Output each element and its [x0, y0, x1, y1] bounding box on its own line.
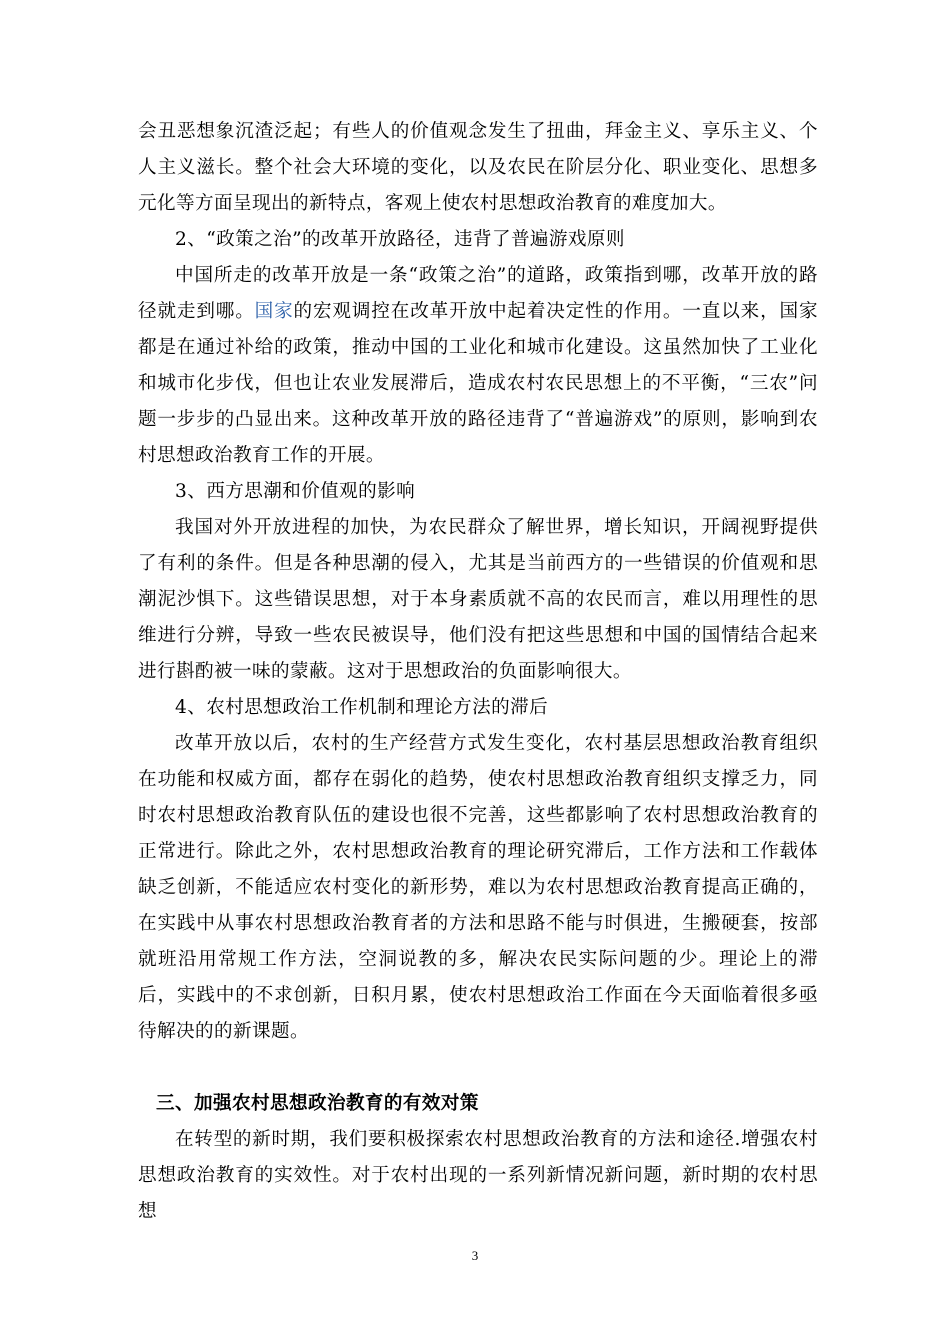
- paragraph-policy-path-part2: 的宏观调控在改革开放中起着决定性的作用。一直以来，国家都是在通过补给的政策，推动中国的工业化和城市化建设。这虽然加快了工业化和城市化步伐，但也让农业发展滞后，造成农村农民思想上的不平衡，“三农”问题一步步的凸显出来。这种改革开放的路径违背了“普遍游戏”的原则，影响到农村思想政治教育工作的开展。: [138, 301, 818, 466]
- paragraph-countermeasures: 在转型的新时期，我们要积极探索农村思想政治教育的方法和途径.增强农村思想政治教育的实效性。对于农村出现的一系列新情况新问题，新时期的农村思想: [138, 1129, 818, 1222]
- page-number: 3: [471, 1248, 479, 1263]
- subheading-4: 4、农村思想政治工作机制和理论方法的滞后: [175, 697, 549, 718]
- paragraph-policy-path: [138, 258, 818, 474]
- paragraph-western-influence: 我国对外开放进程的加快，为农民群众了解世界，增长知识，开阔视野提供了有利的条件。但是各种思潮的侵入，尤其是当前西方的一些错误的价值观和思潮泥沙惧下。这些错误思想，对于本身素质就不高的农民而言，难以用理性的思维进行分辨，导致一些农民被误导，他们没有把这些思想和中国的国情结合起来进行斟酌被一味的蒙蔽。这对于思想政治的负面影响很大。: [138, 517, 818, 682]
- subheading-2: 2、“政策之治”的改革开放路径，违背了普遍游戏原则: [175, 229, 625, 250]
- section-heading: 三、加强农村思想政治教育的有效对策: [156, 1093, 479, 1114]
- subheading-3: 3、西方思潮和价值观的影响: [175, 481, 416, 502]
- link-guojia[interactable]: 国家: [254, 301, 294, 322]
- paragraph-mechanism-lag: 改革开放以后，农村的生产经营方式发生变化，农村基层思想政治教育组织在功能和权威方面，都存在弱化的趋势，使农村思想政治教育组织支撑乏力，同时农村思想政治教育队伍的建设也很不完善，这些都影响了农村思想政治教育的正常进行。除此之外，农村思想政治教育的理论研究滞后，工作方法和工作载体缺乏创新，不能适应农村变化的新形势，难以为农村思想政治教育提高正确的，在实践中从事农村思想政治教育者的方法和思路不能与时俱进，生搬硬套，按部就班沿用常规工作方法，空洞说教的多，解决农民实际问题的少。理论上的滞后，实践中的不求创新，日积月累，使农村思想政治工作面在今天面临着很多亟待解决的的新课题。: [138, 733, 818, 1042]
- page-body: [138, 114, 818, 1230]
- paragraph-policy-path-part1: 中国所走的改革开放是一条“政策之治”的道路，政策指到哪，改革开放的路径就走到哪。: [138, 265, 818, 322]
- paragraph-continued: 会丑恶想象沉渣泛起；有些人的价值观念发生了扭曲，拜金主义、享乐主义、个人主义滋长。整个社会大环境的变化，以及农民在阶层分化、职业变化、思想多元化等方面呈现出的新特点，客观上使农村思想政治教育的难度加大。: [138, 121, 818, 214]
